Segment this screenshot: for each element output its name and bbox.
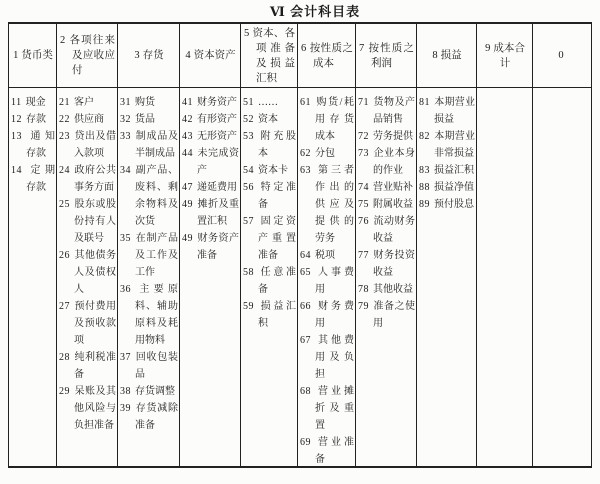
column-number: 1 bbox=[13, 50, 19, 61]
account-code: 75 bbox=[358, 199, 369, 210]
account-name: 主要原料、辅助原料及耗用物料 bbox=[135, 284, 178, 346]
account-item-38 bbox=[120, 383, 178, 400]
account-item-81 bbox=[419, 94, 475, 128]
account-name: 存货调整 bbox=[135, 386, 175, 397]
account-code: 56 bbox=[243, 182, 254, 193]
column-header-0 bbox=[533, 24, 591, 87]
account-code: 39 bbox=[120, 403, 131, 414]
column-body-6 bbox=[298, 88, 356, 468]
account-item-69 bbox=[300, 434, 354, 468]
account-code: 26 bbox=[59, 250, 70, 261]
column-number: 7 bbox=[359, 42, 365, 54]
account-item-31 bbox=[120, 94, 178, 111]
account-name: 资本卡 bbox=[258, 165, 288, 176]
account-code: 24 bbox=[59, 165, 70, 176]
account-item-41 bbox=[182, 94, 239, 111]
account-code: 79 bbox=[358, 301, 369, 312]
account-name: 其他债务人及债权人 bbox=[74, 250, 116, 295]
account-item-78 bbox=[358, 281, 415, 298]
column-number: 6 bbox=[301, 42, 307, 54]
account-item-26 bbox=[59, 247, 116, 298]
account-name: …… bbox=[258, 97, 278, 108]
account-item-35 bbox=[120, 230, 178, 281]
account-item-58 bbox=[243, 264, 296, 298]
account-code: 68 bbox=[300, 386, 311, 397]
column-label: 存货 bbox=[142, 50, 164, 61]
account-item-21 bbox=[59, 94, 116, 111]
column-label: 资本、各项准备及损益汇积 bbox=[252, 27, 295, 84]
account-code: 34 bbox=[120, 165, 131, 176]
account-item-51 bbox=[243, 94, 296, 111]
account-code: 47 bbox=[182, 182, 193, 193]
account-name: 货物及产品销售 bbox=[373, 97, 415, 125]
account-item-75 bbox=[358, 196, 415, 213]
column-label: 货币类 bbox=[21, 50, 53, 61]
account-item-62 bbox=[300, 145, 354, 162]
account-code: 83 bbox=[419, 165, 430, 176]
account-item-34 bbox=[120, 162, 178, 230]
account-name: 购货 bbox=[135, 97, 155, 108]
account-name: 税项 bbox=[315, 250, 335, 261]
account-code: 76 bbox=[358, 216, 369, 227]
account-name: 第三者作出的供应及提供的劳务 bbox=[315, 165, 354, 244]
account-name: 呆账及其他风险与负担准备 bbox=[74, 386, 116, 431]
account-name: 本期营业损益 bbox=[434, 97, 475, 125]
account-code: 72 bbox=[358, 131, 369, 142]
column-header-1 bbox=[9, 24, 57, 87]
account-code: 14 bbox=[11, 165, 22, 176]
account-code: 32 bbox=[120, 114, 131, 125]
account-code: 31 bbox=[120, 97, 131, 108]
account-code: 12 bbox=[11, 114, 22, 125]
table-body-row bbox=[9, 88, 591, 468]
account-name: 损益净值 bbox=[434, 182, 474, 193]
account-item-47 bbox=[182, 179, 239, 196]
column-body-5 bbox=[241, 88, 298, 468]
account-code: 23 bbox=[59, 131, 70, 142]
account-name: 纯利税准备 bbox=[74, 352, 116, 380]
column-body-4 bbox=[180, 88, 241, 468]
account-code: 28 bbox=[59, 352, 70, 363]
account-code: 57 bbox=[243, 216, 254, 227]
account-item-36 bbox=[120, 281, 178, 349]
column-header-3 bbox=[118, 24, 180, 87]
column-body-2 bbox=[57, 88, 118, 468]
account-code: 74 bbox=[358, 182, 369, 193]
account-item-52 bbox=[243, 111, 296, 128]
account-code: 27 bbox=[59, 301, 70, 312]
account-code: 59 bbox=[243, 301, 254, 312]
account-code: 49 bbox=[182, 199, 193, 210]
account-code: 77 bbox=[358, 250, 369, 261]
column-label: 按性质之利润 bbox=[367, 42, 414, 69]
account-code: 66 bbox=[300, 301, 311, 312]
account-name: 财务费用 bbox=[315, 301, 354, 329]
account-code: 11 bbox=[11, 97, 22, 108]
account-item-12 bbox=[11, 111, 55, 128]
column-number: 5 bbox=[244, 27, 250, 39]
account-code: 89 bbox=[419, 199, 430, 210]
account-code: 36 bbox=[120, 284, 131, 295]
account-name: 劳务提供 bbox=[373, 131, 413, 142]
column-body-0 bbox=[533, 88, 591, 468]
account-name: 通知存款 bbox=[26, 131, 55, 159]
account-code: 41 bbox=[182, 97, 193, 108]
column-header-4 bbox=[180, 24, 241, 87]
account-name: 本期营业非常损益 bbox=[434, 131, 475, 159]
column-header-9 bbox=[477, 24, 533, 87]
column-header-2 bbox=[57, 24, 118, 87]
account-item-68 bbox=[300, 383, 354, 434]
column-number: 2 bbox=[60, 35, 66, 46]
account-code: 62 bbox=[300, 148, 311, 159]
column-header-8 bbox=[417, 24, 477, 87]
account-name: 流动财务收益 bbox=[373, 216, 415, 244]
account-code: 33 bbox=[120, 131, 131, 142]
account-name: 分包 bbox=[315, 148, 335, 159]
account-name: 供应商 bbox=[74, 114, 104, 125]
account-name: 副产品、废料、剩余物料及次货 bbox=[135, 165, 178, 227]
account-code: 44 bbox=[182, 148, 193, 159]
column-label: 成本合计 bbox=[493, 42, 525, 69]
account-code: 25 bbox=[59, 199, 70, 210]
account-item-23 bbox=[59, 128, 116, 162]
account-code: 37 bbox=[120, 352, 131, 363]
account-code: 61 bbox=[300, 97, 311, 108]
account-name: 未完成资产 bbox=[197, 148, 239, 176]
column-label: 按性质之成本 bbox=[309, 42, 353, 69]
account-code: 52 bbox=[243, 114, 254, 125]
account-code: 29 bbox=[59, 386, 70, 397]
account-item-57 bbox=[243, 213, 296, 264]
account-item-27 bbox=[59, 298, 116, 349]
account-name: 损益汇积 bbox=[258, 301, 296, 329]
column-number: 0 bbox=[558, 50, 564, 61]
account-name: 准备之使用 bbox=[373, 301, 415, 329]
account-item-14 bbox=[11, 162, 55, 196]
account-item-63 bbox=[300, 162, 354, 247]
account-code: 42 bbox=[182, 114, 193, 125]
account-item-73 bbox=[358, 145, 415, 179]
account-item-11 bbox=[11, 94, 55, 111]
account-item-71 bbox=[358, 94, 415, 128]
column-header-5 bbox=[241, 24, 298, 87]
column-label: 资本资产 bbox=[193, 50, 236, 61]
account-name: 企业本身的作业 bbox=[373, 148, 415, 176]
account-code: 35 bbox=[120, 233, 131, 244]
account-code: 43 bbox=[182, 131, 193, 142]
account-code: 78 bbox=[358, 284, 369, 295]
account-item-49 bbox=[182, 230, 239, 264]
account-code: 63 bbox=[300, 165, 311, 176]
account-name: 现金 bbox=[25, 97, 46, 108]
column-label: 各项往来及应收应付 bbox=[68, 35, 115, 76]
account-code: 22 bbox=[59, 114, 70, 125]
account-name: 其他费用及负担 bbox=[315, 335, 354, 380]
column-body-9 bbox=[477, 88, 533, 468]
column-number: 3 bbox=[134, 50, 140, 61]
column-number: 4 bbox=[185, 50, 191, 61]
account-code: 13 bbox=[11, 131, 22, 142]
account-code: 71 bbox=[358, 97, 369, 108]
account-name: 在制产品及工作及工作 bbox=[135, 233, 178, 278]
account-code: 65 bbox=[300, 267, 311, 278]
account-name: 客户 bbox=[74, 97, 94, 108]
account-name: 营业摊折及重置 bbox=[315, 386, 354, 431]
account-name: 附充股本 bbox=[258, 131, 296, 159]
account-code: 51 bbox=[243, 97, 254, 108]
account-item-65 bbox=[300, 264, 354, 298]
account-item-66 bbox=[300, 298, 354, 332]
column-body-3 bbox=[118, 88, 180, 468]
account-code: 21 bbox=[59, 97, 70, 108]
account-code: 73 bbox=[358, 148, 369, 159]
account-name: 资本 bbox=[258, 114, 278, 125]
account-name: 有形资产 bbox=[197, 114, 237, 125]
account-name: 人事费用 bbox=[315, 267, 354, 295]
account-name: 制成品及半制成品 bbox=[135, 131, 178, 159]
account-name: 预付费用及预收款项 bbox=[74, 301, 116, 346]
account-item-25 bbox=[59, 196, 116, 247]
table-header-row bbox=[9, 24, 591, 88]
account-code: 58 bbox=[243, 267, 254, 278]
account-item-82 bbox=[419, 128, 475, 162]
account-item-49 bbox=[182, 196, 239, 230]
account-item-74 bbox=[358, 179, 415, 196]
account-item-33 bbox=[120, 128, 178, 162]
account-item-44 bbox=[182, 145, 239, 179]
column-header-6 bbox=[298, 24, 356, 87]
account-name: 损益汇积 bbox=[434, 165, 474, 176]
account-name: 固定资产重置准备 bbox=[258, 216, 296, 261]
account-name: 政府公共事务方面 bbox=[74, 165, 116, 193]
account-item-54 bbox=[243, 162, 296, 179]
account-name: 回收包装品 bbox=[135, 352, 178, 380]
account-item-77 bbox=[358, 247, 415, 281]
account-code: 53 bbox=[243, 131, 254, 142]
account-item-67 bbox=[300, 332, 354, 383]
account-code: 81 bbox=[419, 97, 430, 108]
account-name: 财务资产准备 bbox=[197, 233, 239, 261]
account-name: 营业贴补 bbox=[373, 182, 413, 193]
account-item-13 bbox=[11, 128, 55, 162]
account-code: 67 bbox=[300, 335, 311, 346]
account-item-42 bbox=[182, 111, 239, 128]
account-item-61 bbox=[300, 94, 354, 145]
column-label: 损益 bbox=[440, 50, 462, 61]
account-name: 存款 bbox=[26, 114, 46, 125]
account-item-22 bbox=[59, 111, 116, 128]
account-code: 69 bbox=[300, 437, 311, 448]
column-number: 8 bbox=[432, 50, 438, 61]
account-item-72 bbox=[358, 128, 415, 145]
column-body-8 bbox=[417, 88, 477, 468]
account-item-43 bbox=[182, 128, 239, 145]
account-item-53 bbox=[243, 128, 296, 162]
chart-of-accounts-table bbox=[8, 22, 592, 468]
account-item-24 bbox=[59, 162, 116, 196]
account-name: 购货/耗用存货成本 bbox=[315, 97, 354, 142]
account-item-76 bbox=[358, 213, 415, 247]
account-code: 49 bbox=[182, 233, 193, 244]
account-name: 递延费用 bbox=[197, 182, 237, 193]
account-item-39 bbox=[120, 400, 178, 434]
account-name: 存货减除准备 bbox=[135, 403, 178, 431]
account-item-83 bbox=[419, 162, 475, 179]
account-name: 其他收益 bbox=[373, 284, 413, 295]
account-code: 54 bbox=[243, 165, 254, 176]
account-item-32 bbox=[120, 111, 178, 128]
account-item-88 bbox=[419, 179, 475, 196]
account-name: 货品 bbox=[135, 114, 155, 125]
account-item-64 bbox=[300, 247, 354, 264]
account-item-89 bbox=[419, 196, 475, 213]
account-item-79 bbox=[358, 298, 415, 332]
column-number: 9 bbox=[485, 42, 491, 54]
account-name: 特定准备 bbox=[258, 182, 296, 210]
account-code: 82 bbox=[419, 131, 430, 142]
account-name: 附属收益 bbox=[373, 199, 413, 210]
account-name: 财务投资收益 bbox=[373, 250, 415, 278]
column-body-7 bbox=[356, 88, 417, 468]
account-item-29 bbox=[59, 383, 116, 434]
account-code: 64 bbox=[300, 250, 311, 261]
account-name: 贷出及借入款项 bbox=[74, 131, 116, 159]
account-name: 定期存款 bbox=[26, 165, 55, 193]
account-item-28 bbox=[59, 349, 116, 383]
account-item-37 bbox=[120, 349, 178, 383]
account-name: 预付股息 bbox=[434, 199, 474, 210]
account-item-56 bbox=[243, 179, 296, 213]
page-title: Ⅵ 会计科目表 bbox=[269, 4, 361, 19]
column-body-1 bbox=[9, 88, 57, 468]
account-item-59 bbox=[243, 298, 296, 332]
account-code: 88 bbox=[419, 182, 430, 193]
account-code: 38 bbox=[120, 386, 131, 397]
account-name: 财务资产 bbox=[197, 97, 237, 108]
column-header-7 bbox=[356, 24, 417, 87]
account-name: 无形资产 bbox=[197, 131, 237, 142]
account-name: 营业准备 bbox=[315, 437, 354, 465]
account-name: 任意准备 bbox=[258, 267, 296, 295]
account-name: 摊折及重置汇积 bbox=[197, 199, 239, 227]
account-name: 股东或股份持有人及联号 bbox=[74, 199, 116, 244]
